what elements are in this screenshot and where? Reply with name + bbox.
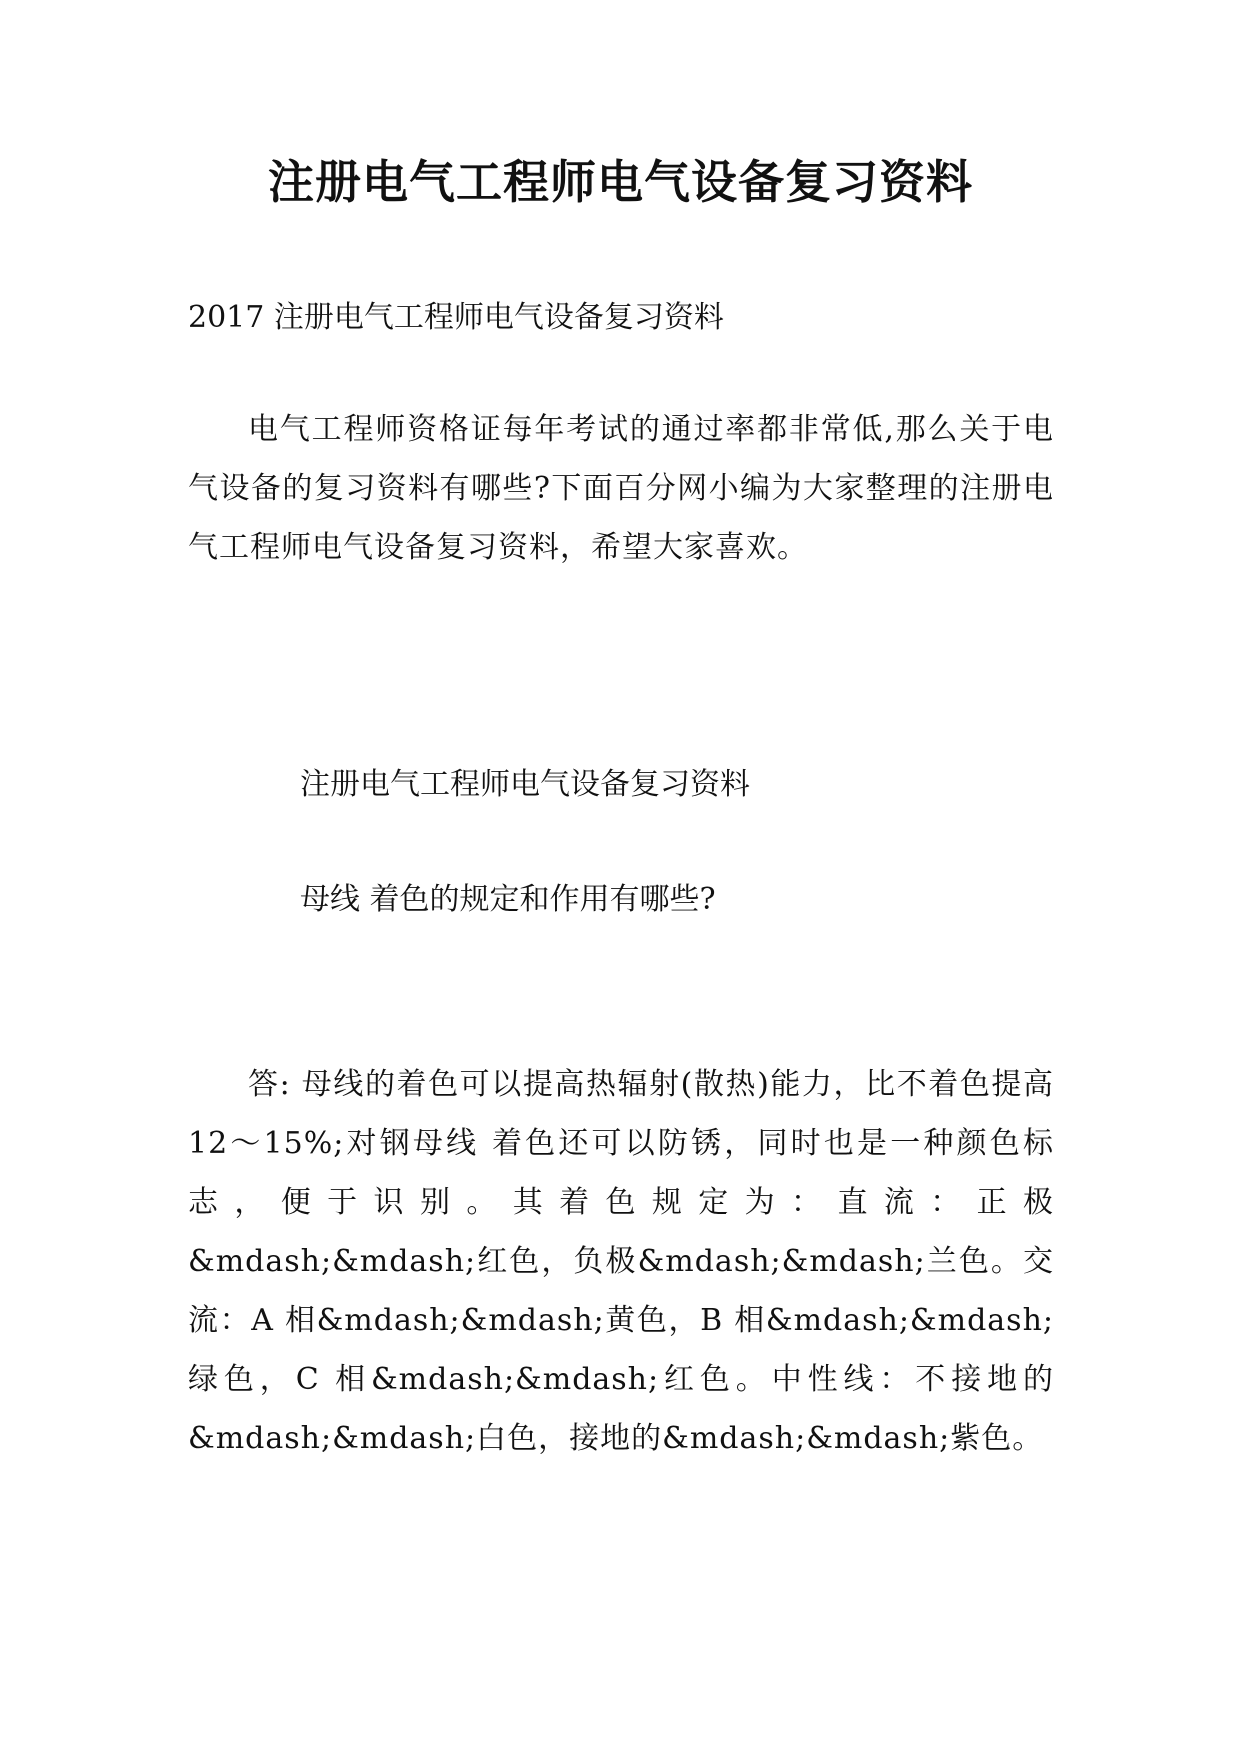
question-text: 母线 着色的规定和作用有哪些? bbox=[300, 882, 716, 917]
document-subtitle: 2017 注册电气工程师电气设备复习资料 bbox=[188, 300, 724, 335]
section-heading: 注册电气工程师电气设备复习资料 bbox=[300, 767, 750, 802]
answer-paragraph: 答: 母线的着色可以提高热辐射(散热)能力，比不着色提高 12～15%;对钢母线 着色还可以防锈，同时也是一种颜色标志，便于识别。其着色规定为：直流：正极&mdash;&mdash;红色，负极&mdash;&mdash;兰色。交流：A 相&mdash;&mdash;黄色，B 相&mdash;&mdash;绿色，C 相&mdash;&mdash;红色。中性线：不接地的&mdash;&mdash;白色，接地的&mdash;&mdash;紫色。 bbox=[188, 1067, 1054, 1456]
document-title: 注册电气工程师电气设备复习资料 bbox=[268, 155, 973, 209]
intro-paragraph: 电气工程师资格证每年考试的通过率都非常低,那么关于电气设备的复习资料有哪些?下面百分网小编为大家整理的注册电气工程师电气设备复习资料，希望大家喜欢。 bbox=[188, 412, 1054, 565]
